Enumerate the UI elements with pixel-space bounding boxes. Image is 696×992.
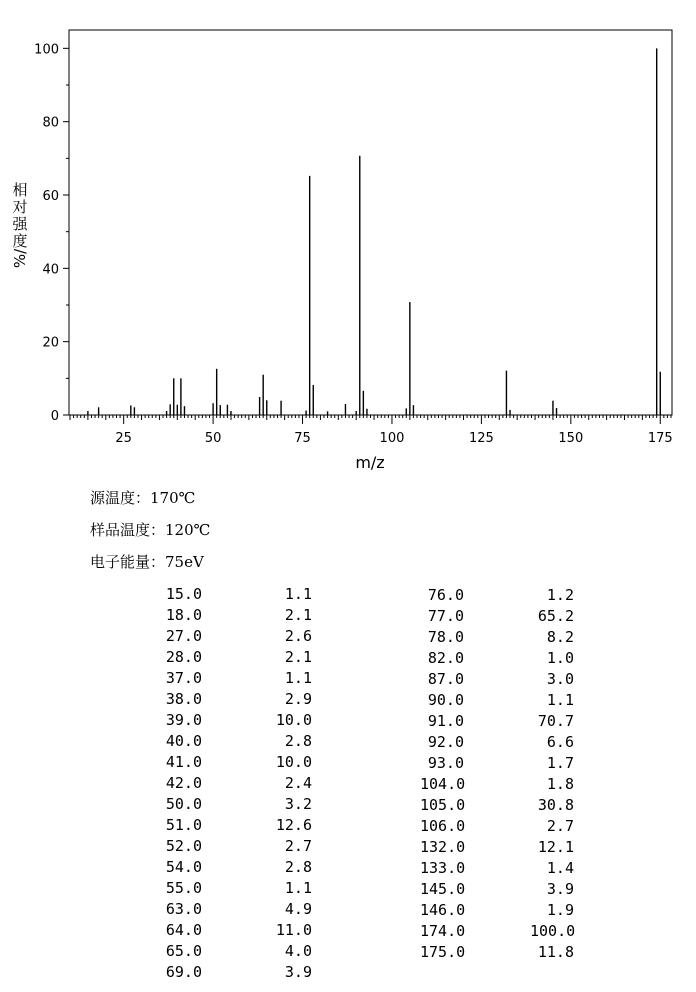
peak-mz: 15.0 — [165, 585, 202, 603]
peak-row — [420, 942, 574, 963]
peak-abundance: 1.1 — [284, 879, 312, 897]
peak-row — [420, 879, 574, 900]
peak-abundance: 3.9 — [284, 963, 312, 981]
peak-mz: 41.0 — [165, 753, 202, 771]
x-tick-label: 50 — [204, 431, 222, 446]
peak-abundance: 1.9 — [546, 901, 574, 919]
peak-abundance: 1.2 — [546, 586, 574, 604]
source-temperature: 源温度：170℃ — [90, 489, 196, 507]
peak-gap — [202, 815, 268, 836]
y-axis-label-char: 强 — [12, 215, 28, 233]
x-axis-label: m/z — [355, 453, 385, 472]
peak-gap — [464, 900, 530, 921]
peak-gap — [202, 794, 268, 815]
peak-gap — [464, 711, 530, 732]
peak-abundance: 12.1 — [537, 838, 574, 856]
peak-gap — [202, 731, 268, 752]
peak-mz: 175.0 — [420, 943, 466, 961]
peak-abundance: 11.0 — [275, 921, 312, 939]
peak-row — [158, 920, 312, 941]
peak-table-left — [158, 584, 312, 983]
peak-gap — [464, 921, 530, 942]
peak-gap — [202, 941, 268, 962]
x-tick-label: 75 — [294, 431, 311, 446]
peak-abundance: 30.8 — [537, 796, 574, 814]
peak-abundance: 11.8 — [537, 943, 574, 961]
peak-gap — [202, 689, 268, 710]
x-tick-label: 25 — [115, 431, 132, 446]
x-tick-label: 100 — [379, 431, 405, 446]
peak-gap — [202, 836, 268, 857]
x-axis — [70, 415, 673, 446]
peak-row — [420, 648, 574, 669]
peak-mz: 82.0 — [427, 649, 464, 667]
y-tick-label: 100 — [34, 42, 59, 58]
y-tick-label: 0 — [50, 409, 59, 424]
peak-row — [420, 774, 574, 795]
peak-mz: 69.0 — [165, 963, 202, 981]
peak-gap — [464, 732, 530, 753]
peak-gap — [202, 857, 268, 878]
peak-mz: 106.0 — [420, 817, 466, 835]
peak-abundance: 6.6 — [546, 733, 574, 751]
peak-row — [420, 900, 574, 921]
peak-mz: 55.0 — [165, 879, 202, 897]
peak-gap — [464, 942, 530, 963]
peak-mz: 39.0 — [165, 711, 202, 729]
y-axis-label-char: 对 — [12, 198, 28, 216]
peak-row — [420, 606, 574, 627]
peak-abundance: 12.6 — [275, 816, 312, 834]
peak-abundance: 2.8 — [284, 858, 312, 876]
peak-mz: 63.0 — [165, 900, 202, 918]
peak-row — [158, 731, 312, 752]
peak-mz: 38.0 — [165, 690, 202, 708]
peak-row — [158, 605, 312, 626]
peak-gap — [202, 605, 268, 626]
peak-row — [420, 732, 574, 753]
peak-row — [158, 584, 312, 605]
peak-gap — [464, 627, 530, 648]
peak-row — [158, 836, 312, 857]
peak-mz: 92.0 — [427, 733, 464, 751]
peak-gap — [202, 584, 268, 605]
peak-abundance: 10.0 — [275, 711, 312, 729]
peak-row — [158, 668, 312, 689]
peak-row — [420, 921, 574, 942]
peak-abundance: 1.7 — [546, 754, 574, 772]
peak-mz: 52.0 — [165, 837, 202, 855]
peak-table-right — [420, 585, 574, 963]
peak-abundance: 2.4 — [284, 774, 312, 792]
peak-mz: 87.0 — [427, 670, 464, 688]
peak-row — [158, 647, 312, 668]
peak-gap — [202, 878, 268, 899]
peak-mz: 174.0 — [420, 922, 466, 940]
peak-gap — [464, 606, 530, 627]
peak-abundance: 100.0 — [530, 922, 576, 940]
peak-mz: 105.0 — [420, 796, 466, 814]
peak-row — [158, 962, 312, 983]
peak-gap — [202, 920, 268, 941]
peak-gap — [464, 585, 530, 606]
peak-row — [420, 753, 574, 774]
peak-gap — [464, 879, 530, 900]
peak-row — [158, 857, 312, 878]
peak-row — [158, 878, 312, 899]
peak-mz: 54.0 — [165, 858, 202, 876]
peak-row — [420, 669, 574, 690]
peak-row — [158, 899, 312, 920]
peak-gap — [464, 816, 530, 837]
peak-mz: 50.0 — [165, 795, 202, 813]
peak-mz: 132.0 — [420, 838, 466, 856]
peak-bars — [88, 48, 660, 415]
y-tick-label: 40 — [42, 262, 59, 278]
peak-mz: 40.0 — [165, 732, 202, 750]
peak-mz: 146.0 — [420, 901, 466, 919]
peak-gap — [464, 690, 530, 711]
peak-abundance: 65.2 — [537, 607, 574, 625]
x-tick-label: 150 — [558, 431, 584, 446]
peak-row — [420, 585, 574, 606]
peak-mz: 65.0 — [165, 942, 202, 960]
peak-row — [420, 711, 574, 732]
peak-mz: 18.0 — [165, 606, 202, 624]
y-axis-label-unit: %/ — [11, 248, 30, 269]
peak-mz: 104.0 — [420, 775, 466, 793]
peak-gap — [202, 710, 268, 731]
peak-abundance: 8.2 — [546, 628, 574, 646]
peak-row — [420, 795, 574, 816]
peak-gap — [202, 647, 268, 668]
peak-mz: 76.0 — [427, 586, 464, 604]
peak-abundance: 2.1 — [284, 606, 312, 624]
peak-row — [158, 773, 312, 794]
y-tick-label: 60 — [42, 189, 59, 204]
peak-gap — [464, 774, 530, 795]
peak-mz: 145.0 — [420, 880, 466, 898]
y-axis-label — [11, 182, 29, 267]
peak-row — [420, 858, 574, 879]
peak-row — [158, 752, 312, 773]
peak-mz: 77.0 — [427, 607, 464, 625]
peak-abundance: 2.7 — [284, 837, 312, 855]
peak-gap — [464, 648, 530, 669]
peak-abundance: 2.7 — [546, 817, 574, 835]
peak-mz: 64.0 — [165, 921, 202, 939]
peak-abundance: 3.0 — [546, 670, 574, 688]
peak-gap — [202, 773, 268, 794]
peak-mz: 42.0 — [165, 774, 202, 792]
peak-abundance: 1.1 — [284, 669, 312, 687]
peak-gap — [202, 626, 268, 647]
y-axis — [34, 42, 69, 424]
peak-gap — [464, 753, 530, 774]
mass-spectrum-chart — [0, 0, 696, 480]
peak-gap — [202, 752, 268, 773]
peak-gap — [202, 668, 268, 689]
peak-row — [158, 710, 312, 731]
peak-abundance: 2.8 — [284, 732, 312, 750]
peak-gap — [464, 837, 530, 858]
peak-mz: 27.0 — [165, 627, 202, 645]
peak-abundance: 2.6 — [284, 627, 312, 645]
peak-abundance: 2.9 — [284, 690, 312, 708]
peak-row — [158, 689, 312, 710]
peak-mz: 93.0 — [427, 754, 464, 772]
peak-row — [158, 941, 312, 962]
peak-abundance: 2.1 — [284, 648, 312, 666]
peak-row — [158, 794, 312, 815]
peak-row — [420, 627, 574, 648]
peak-abundance: 1.1 — [546, 691, 574, 709]
peak-abundance: 3.2 — [284, 795, 312, 813]
y-axis-label-char: 相 — [12, 181, 28, 199]
peak-mz: 51.0 — [165, 816, 202, 834]
peak-abundance: 1.0 — [546, 649, 574, 667]
peak-mz: 90.0 — [427, 691, 464, 709]
peak-abundance: 10.0 — [275, 753, 312, 771]
peak-row — [158, 626, 312, 647]
peak-abundance: 1.8 — [546, 775, 574, 793]
y-tick-label: 80 — [42, 115, 59, 131]
peak-mz: 91.0 — [427, 712, 464, 730]
peak-abundance: 1.1 — [284, 585, 312, 603]
peak-gap — [464, 795, 530, 816]
peak-abundance: 1.4 — [546, 859, 574, 877]
peak-mz: 28.0 — [165, 648, 202, 666]
peak-abundance: 3.9 — [546, 880, 574, 898]
peak-abundance: 4.0 — [284, 942, 312, 960]
peak-gap — [202, 899, 268, 920]
peak-row — [420, 816, 574, 837]
peak-row — [420, 690, 574, 711]
peak-mz: 78.0 — [427, 628, 464, 646]
peak-gap — [464, 858, 530, 879]
electron-energy: 电子能量：75eV — [90, 553, 204, 571]
x-tick-label: 175 — [647, 431, 673, 446]
peak-gap — [202, 962, 268, 983]
plot-frame — [69, 30, 672, 415]
y-axis-label-char: 度 — [12, 232, 28, 250]
peak-mz: 133.0 — [420, 859, 466, 877]
sample-temperature: 样品温度：120℃ — [90, 521, 211, 539]
peak-row — [158, 815, 312, 836]
peak-mz: 37.0 — [165, 669, 202, 687]
peak-abundance: 70.7 — [537, 712, 574, 730]
peak-gap — [464, 669, 530, 690]
peak-abundance: 4.9 — [284, 900, 312, 918]
y-tick-label: 20 — [42, 335, 59, 351]
peak-row — [420, 837, 574, 858]
x-tick-label: 125 — [468, 431, 494, 446]
